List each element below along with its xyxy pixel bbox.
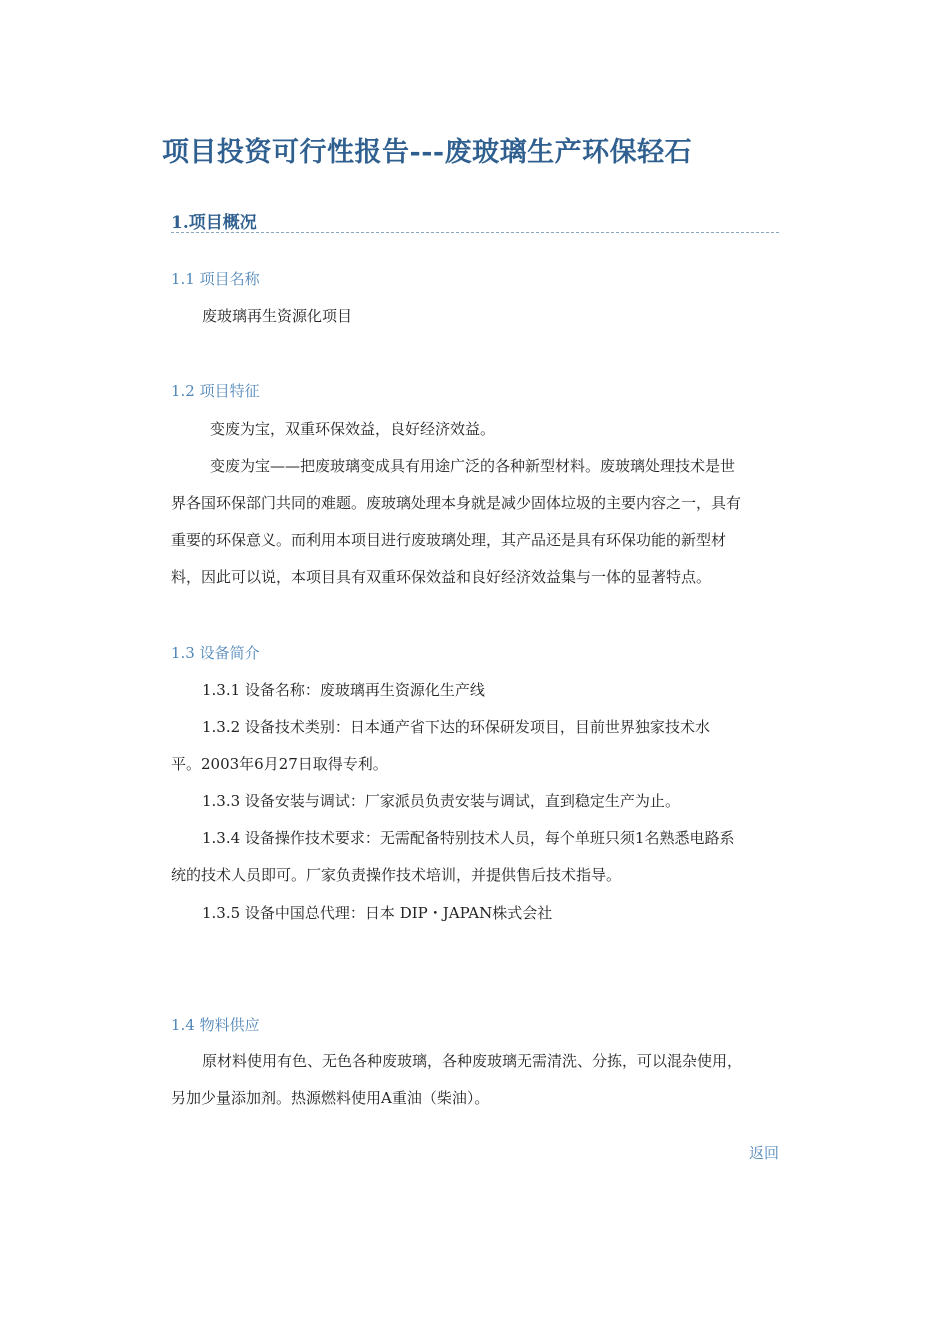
features-paragraph-line: 重要的环保意义。而利用本项目进行废玻璃处理，其产品还是具有环保功能的新型材: [171, 531, 727, 549]
subheading-project-name: 1.1 项目名称: [171, 270, 260, 288]
equipment-item-continued: 平。2003年6月27日取得专利。: [171, 755, 388, 773]
equipment-item: 1.3.3 设备安装与调试：厂家派员负责安装与调试，直到稳定生产为止。: [202, 792, 680, 810]
equipment-item: 1.3.2 设备技术类别：日本通产省下达的环保研发项目，目前世界独家技术水: [202, 718, 710, 736]
back-link[interactable]: 返回: [749, 1144, 780, 1162]
section-heading-overview: 1.项目概况: [171, 213, 257, 233]
features-paragraph-line: 界各国环保部门共同的难题。废玻璃处理本身就是减少固体垃圾的主要内容之一，具有: [171, 494, 742, 512]
subheading-material-supply: 1.4 物料供应: [171, 1016, 260, 1034]
subheading-equipment: 1.3 设备简介: [171, 644, 260, 662]
document-title: 项目投资可行性报告---废玻璃生产环保轻石: [162, 137, 693, 168]
project-name-text: 废玻璃再生资源化项目: [202, 307, 353, 325]
equipment-item: 1.3.5 设备中国总代理：日本 DIP・JAPAN株式会社: [202, 904, 553, 922]
features-paragraph-line: 变废为宝——把废玻璃变成具有用途广泛的各种新型材料。废玻璃处理技术是世: [210, 457, 736, 475]
heading-divider: [171, 232, 779, 233]
equipment-item: 1.3.1 设备名称：废玻璃再生资源化生产线: [202, 681, 485, 699]
material-paragraph-line: 另加少量添加剂。热源燃料使用A重油（柴油）。: [171, 1089, 490, 1107]
equipment-item: 1.3.4 设备操作技术要求：无需配备特别技术人员，每个单班只须1名熟悉电路系: [202, 829, 735, 847]
equipment-item-continued: 统的技术人员即可。厂家负责操作技术培训，并提供售后技术指导。: [171, 866, 622, 884]
features-summary: 变废为宝，双重环保效益，良好经济效益。: [210, 420, 496, 438]
material-paragraph-line: 原材料使用有色、无色各种废玻璃，各种废玻璃无需清洗、分拣，可以混杂使用，: [202, 1052, 743, 1070]
features-paragraph-line: 料，因此可以说，本项目具有双重环保效益和良好经济效益集与一体的显著特点。: [171, 568, 712, 586]
subheading-project-features: 1.2 项目特征: [171, 382, 260, 400]
